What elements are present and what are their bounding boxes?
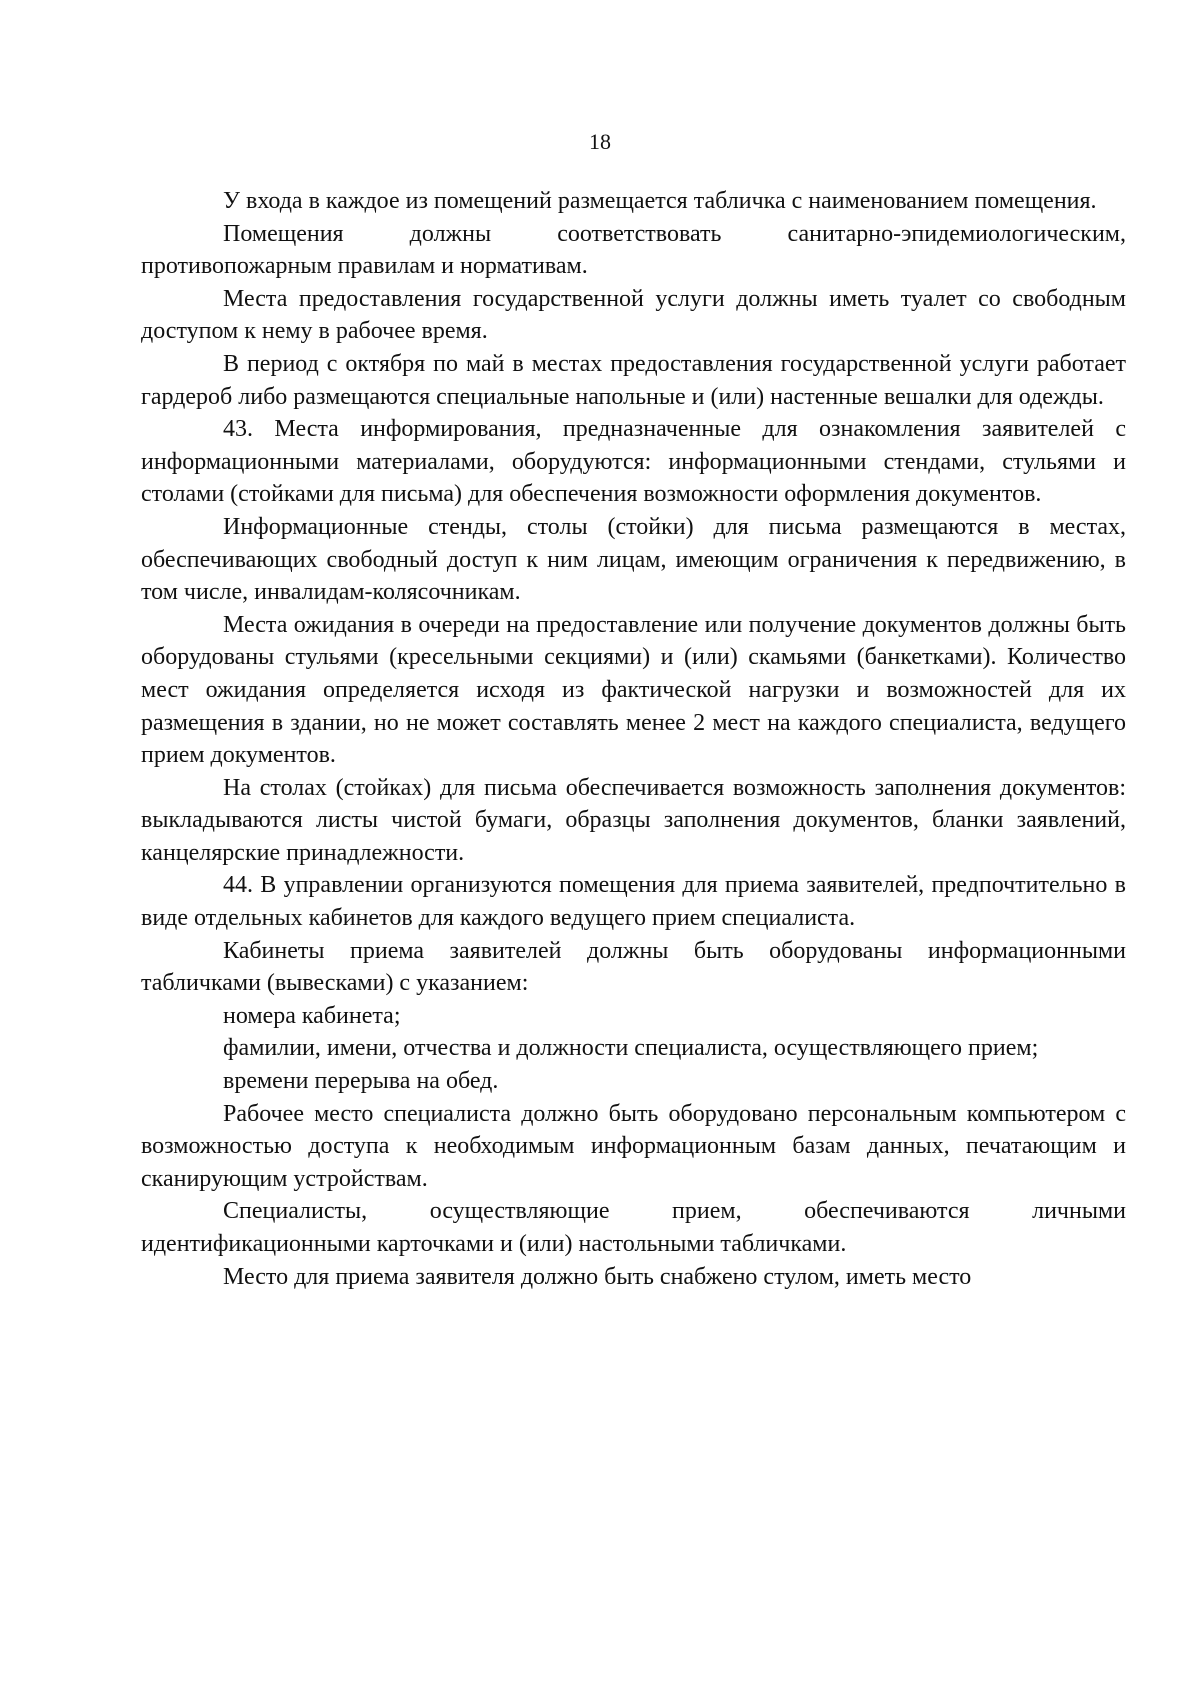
page-number: 18 — [589, 129, 611, 154]
paragraph: Места ожидания в очереди на предоставление или получение документов должны быть оборудованы стульями (кресельными секциями) и (или) скамьями (банкетками). Количество мест ожидания определяется исходя из фактической нагрузки и возможностей для их размещения в здании, но не может составлять менее 2 мест на каждого специалиста, ведущего прием документов. — [141, 611, 1126, 769]
paragraph: Места предоставления государственной услуги должны иметь туалет со свободным доступом к нему в рабочее время. — [141, 285, 1126, 345]
paragraph: Специалисты, осуществляющие прием, обеспечиваются личными идентификационными карточками и (или) настольными табличками. — [141, 1198, 1126, 1257]
paragraph: Рабочее место специалиста должно быть оборудовано персональным компьютером с возможностью доступа к необходимым информационным базам данных, печатающим и сканирующим устройствам. — [141, 1100, 1126, 1192]
paragraph: фамилии, имени, отчества и должности специалиста, осуществляющего прием; — [223, 1035, 1039, 1062]
paragraph: 43. Места информирования, предназначенные для ознакомления заявителей с информационными материалами, оборудуются: информационными стендами, стульями и столами (стойками для письма) для обеспечения возможности оформления документов. — [141, 416, 1126, 508]
paragraph: Информационные стенды, столы (стойки) для письма размещаются в местах, обеспечивающих свободный доступ к ним лицам, имеющим ограничения к передвижению, в том числе, инвалидам-колясочникам. — [141, 513, 1126, 606]
paragraph: Кабинеты приема заявителей должны быть оборудованы информационными табличками (вывесками) с указанием: — [141, 937, 1126, 997]
paragraph: Место для приема заявителя должно быть снабжено стулом, иметь место — [223, 1263, 972, 1290]
paragraph: В период с октября по май в местах предоставления государственной услуги работает гардероб либо размещаются специальные напольные и (или) настенные вешалки для одежды. — [141, 350, 1126, 410]
paragraph: На столах (стойках) для письма обеспечивается возможность заполнения документов: выкладываются листы чистой бумаги, образцы заполнения документов, бланки заявлений, канцелярские принадлежности. — [141, 774, 1126, 866]
paragraph: номера кабинета; — [223, 1002, 401, 1029]
paragraph: Помещения должны соответствовать санитарно-эпидемиологическим, противопожарным правилам и нормативам. — [141, 220, 1126, 280]
paragraph: времени перерыва на обед. — [223, 1068, 499, 1095]
paragraph: 44. В управлении организуются помещения для приема заявителей, предпочтительно в виде отдельных кабинетов для каждого ведущего прием специалиста. — [141, 872, 1126, 932]
paragraph: У входа в каждое из помещений размещается табличка с наименованием помещения. — [223, 188, 1097, 214]
document-body — [141, 185, 1126, 1293]
